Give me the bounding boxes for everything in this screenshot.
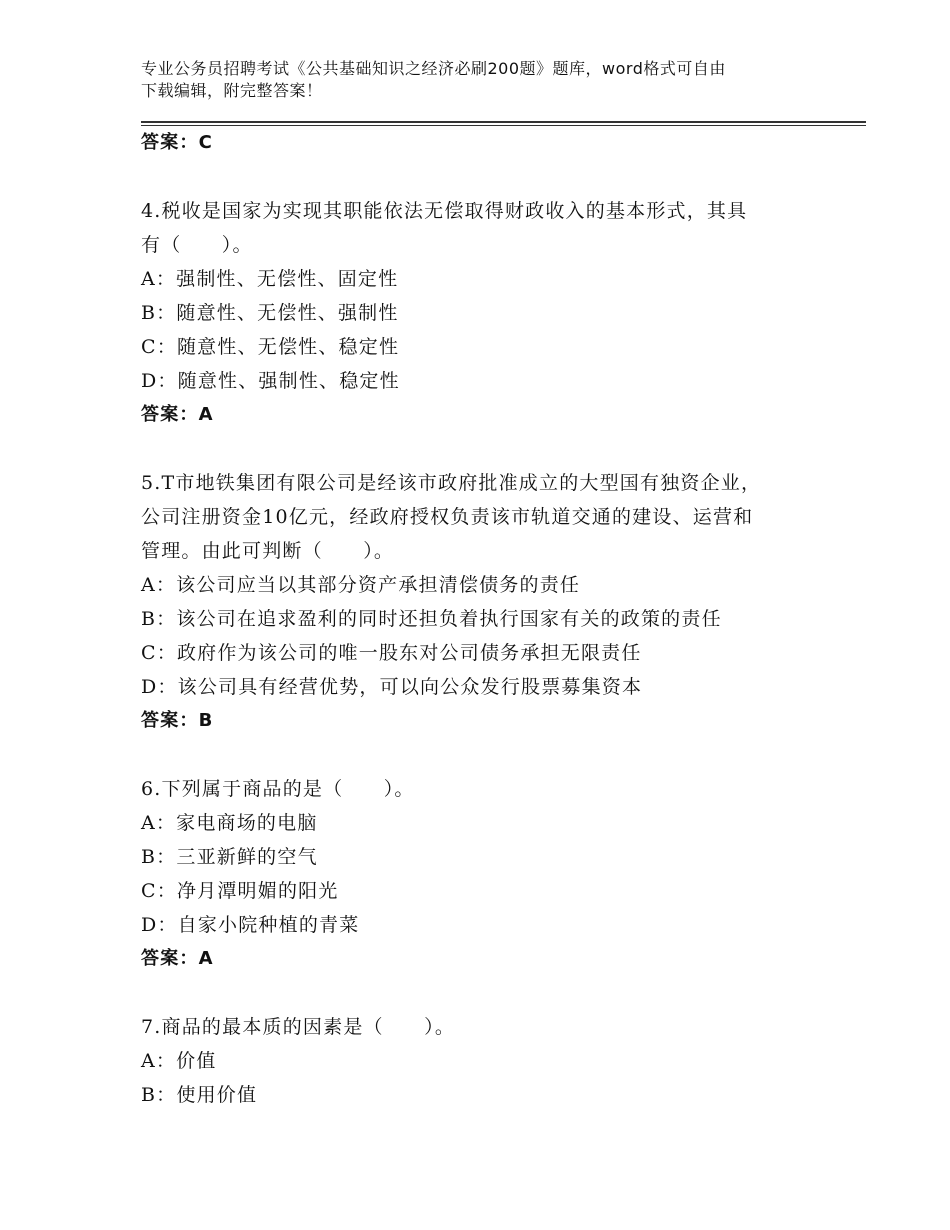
question-4 bbox=[141, 194, 821, 432]
question-list bbox=[141, 126, 821, 1112]
answer: 答案：B bbox=[141, 710, 214, 731]
stem-line: 4.税收是国家为实现其职能依法无偿取得财政收入的基本形式，其具 bbox=[141, 200, 748, 222]
stem-line: 5.T市地铁集团有限公司是经该市政府批准成立的大型国有独资企业， bbox=[141, 472, 762, 494]
question-stem bbox=[141, 194, 821, 262]
option-b: B：三亚新鲜的空气 bbox=[141, 846, 318, 868]
question-7 bbox=[141, 1010, 821, 1112]
answer: 答案：A bbox=[141, 948, 214, 969]
option-a: A：家电商场的电脑 bbox=[141, 812, 318, 834]
option-a: A：强制性、无偿性、固定性 bbox=[141, 268, 399, 290]
stem-line: 6.下列属于商品的是（ ）。 bbox=[141, 778, 415, 800]
stem-line: 有（ ）。 bbox=[141, 234, 253, 256]
question-stem bbox=[141, 466, 821, 568]
question-5 bbox=[141, 466, 821, 738]
answer: 答案：A bbox=[141, 404, 214, 425]
option-d: D：该公司具有经营优势，可以向公众发行股票募集资本 bbox=[141, 676, 643, 698]
option-c: C：随意性、无偿性、稳定性 bbox=[141, 336, 400, 358]
option-c: C：政府作为该公司的唯一股东对公司债务承担无限责任 bbox=[141, 642, 642, 664]
option-b: B：使用价值 bbox=[141, 1084, 258, 1106]
header-divider-thick bbox=[141, 121, 866, 123]
option-a: A：该公司应当以其部分资产承担清偿债务的责任 bbox=[141, 574, 581, 596]
document-header bbox=[141, 58, 821, 102]
option-c: C：净月潭明媚的阳光 bbox=[141, 880, 339, 902]
header-line-2: 下载编辑，附完整答案！ bbox=[141, 81, 323, 100]
question-stem bbox=[141, 772, 821, 806]
option-d: D：随意性、强制性、稳定性 bbox=[141, 370, 400, 392]
option-b: B：随意性、无偿性、强制性 bbox=[141, 302, 399, 324]
question-6 bbox=[141, 772, 821, 976]
question-stem bbox=[141, 1010, 821, 1044]
option-b: B：该公司在追求盈利的同时还担负着执行国家有关的政策的责任 bbox=[141, 608, 722, 630]
stem-line: 管理。由此可判断（ ）。 bbox=[141, 540, 395, 562]
option-d: D：自家小院种植的青菜 bbox=[141, 914, 360, 936]
header-line-1: 专业公务员招聘考试《公共基础知识之经济必刷200题》题库，word格式可自由 bbox=[141, 59, 726, 78]
stem-line: 7.商品的最本质的因素是（ ）。 bbox=[141, 1016, 456, 1038]
option-a: A：价值 bbox=[141, 1050, 217, 1072]
stem-line: 公司注册资金10亿元，经政府授权负责该市轨道交通的建设、运营和 bbox=[141, 506, 754, 528]
previous-answer: 答案：C bbox=[141, 132, 214, 153]
